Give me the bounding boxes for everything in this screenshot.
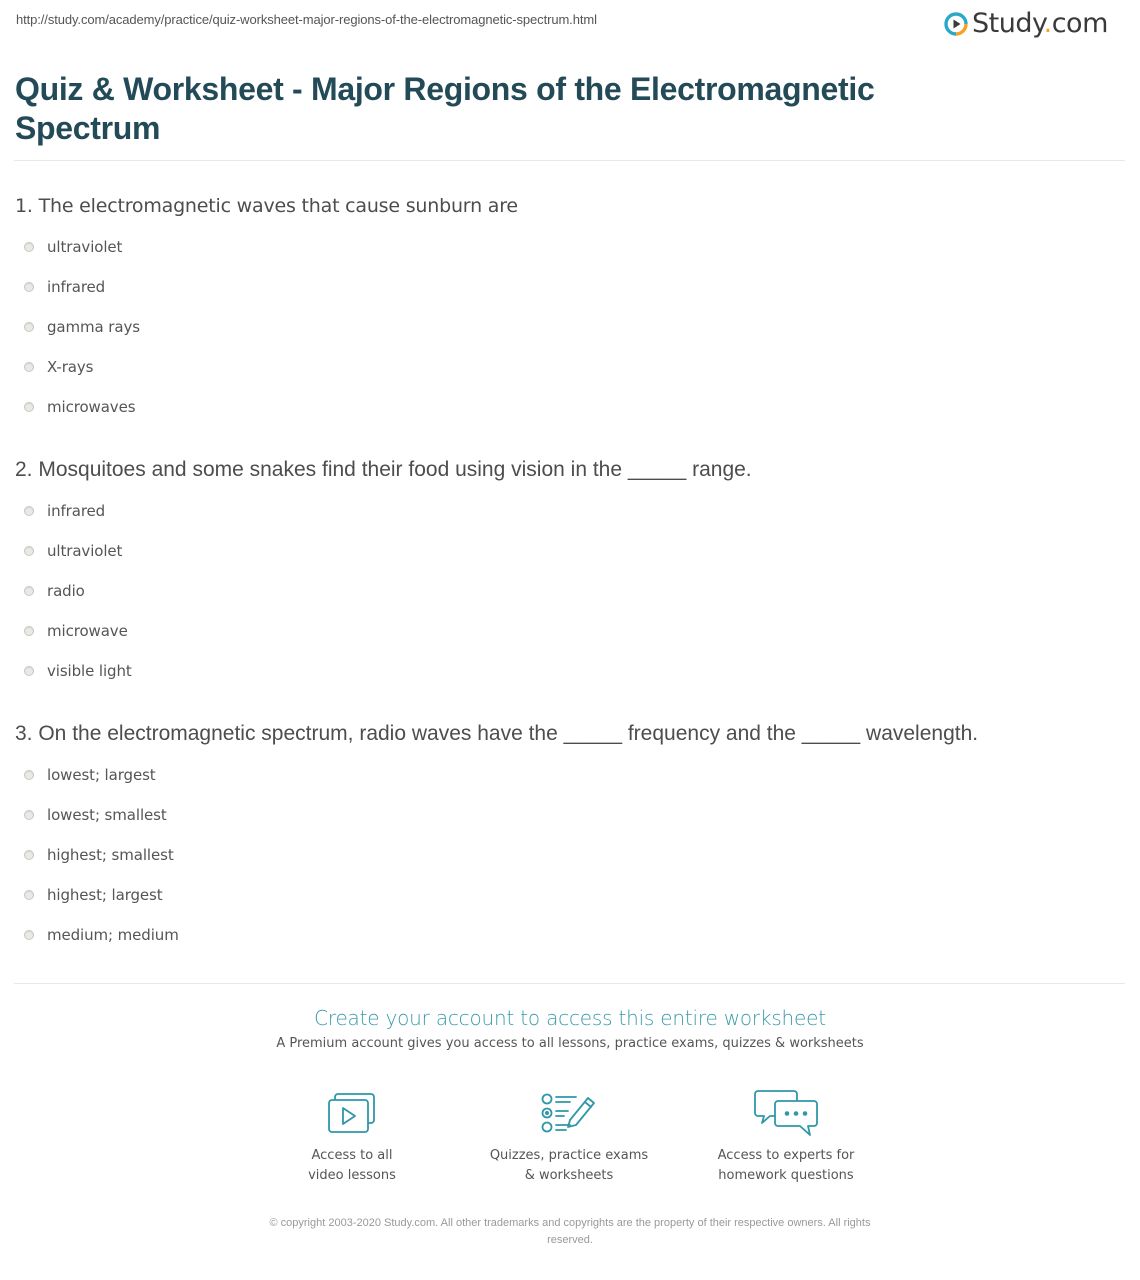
answer-label: lowest; largest	[47, 766, 156, 784]
radio-button[interactable]	[24, 242, 34, 252]
answer-label: highest; smallest	[47, 846, 174, 864]
radio-button[interactable]	[24, 890, 34, 900]
title-divider	[14, 160, 1125, 161]
answer-label: ultraviolet	[47, 238, 123, 256]
question-1: 1. The electromagnetic waves that cause sunburn are	[15, 195, 518, 217]
answer-option[interactable]	[24, 660, 132, 682]
answer-option[interactable]	[24, 764, 156, 786]
feature-label-line1: Access to experts for	[717, 1148, 855, 1163]
feature-experts	[686, 1088, 886, 1186]
logo-suffix: com	[1051, 8, 1108, 39]
answer-option[interactable]	[24, 236, 122, 258]
feature-label-line2: & worksheets	[524, 1168, 614, 1183]
answer-label: microwave	[47, 622, 128, 640]
answer-option[interactable]	[24, 620, 128, 642]
answer-label: visible light	[47, 662, 132, 680]
radio-button[interactable]	[24, 322, 34, 332]
radio-button[interactable]	[24, 770, 34, 780]
answer-option[interactable]	[24, 540, 122, 562]
page-url: http://study.com/academy/practice/quiz-worksheet-major-regions-of-the-electromagnetic-spectrum.html	[16, 12, 597, 27]
answer-label: infrared	[47, 502, 106, 520]
radio-button[interactable]	[24, 850, 34, 860]
radio-button[interactable]	[24, 362, 34, 372]
copyright-line2: reserved.	[547, 1234, 593, 1246]
answer-option[interactable]	[24, 356, 93, 378]
content-divider	[14, 983, 1125, 984]
answer-label: gamma rays	[47, 318, 140, 336]
quiz-checklist-icon	[540, 1092, 598, 1136]
radio-button[interactable]	[24, 626, 34, 636]
answer-option[interactable]	[24, 580, 85, 602]
radio-button[interactable]	[24, 282, 34, 292]
answer-option[interactable]	[24, 844, 174, 866]
copyright-notice	[210, 1215, 930, 1249]
answer-option[interactable]	[24, 884, 163, 906]
radio-button[interactable]	[24, 666, 34, 676]
question-3: 3. On the electromagnetic spectrum, radio waves have the _____ frequency and the _____ wavelength.	[15, 722, 979, 745]
answer-option[interactable]	[24, 500, 105, 522]
study-logo[interactable]	[944, 6, 1108, 42]
answer-label: medium; medium	[47, 926, 179, 944]
create-account-link[interactable]: Create your account to access this entire worksheet	[314, 1006, 826, 1030]
answer-option[interactable]	[24, 276, 105, 298]
radio-button[interactable]	[24, 546, 34, 556]
radio-button[interactable]	[24, 930, 34, 940]
chat-bubbles-icon	[754, 1089, 818, 1139]
cta-subtitle: A Premium account gives you access to all lessons, practice exams, quizzes & worksheets	[276, 1036, 864, 1051]
answer-option[interactable]	[24, 396, 135, 418]
logo-name: Study	[972, 8, 1044, 39]
answer-label: X-rays	[47, 358, 94, 376]
answer-label: radio	[47, 582, 85, 600]
logo-dot: .	[1043, 8, 1052, 39]
play-circle-icon	[944, 12, 968, 36]
answer-label: infrared	[47, 278, 106, 296]
feature-quizzes	[469, 1088, 669, 1186]
radio-button[interactable]	[24, 586, 34, 596]
radio-button[interactable]	[24, 810, 34, 820]
answer-label: ultraviolet	[47, 542, 123, 560]
feature-label-line1: Quizzes, practice exams	[489, 1148, 649, 1163]
answer-label: microwaves	[47, 398, 136, 416]
answer-option[interactable]	[24, 316, 140, 338]
radio-button[interactable]	[24, 506, 34, 516]
question-2: 2. Mosquitoes and some snakes find their food using vision in the _____ range.	[15, 458, 752, 481]
copyright-line1: © copyright 2003-2020 Study.com. All other trademarks and copyrights are the property of their respective owners. All rights	[269, 1217, 871, 1229]
page-title: Quiz & Worksheet - Major Regions of the Electromagnetic Spectrum	[15, 71, 875, 146]
radio-button[interactable]	[24, 402, 34, 412]
video-lessons-icon	[326, 1092, 378, 1136]
answer-label: highest; largest	[47, 886, 163, 904]
feature-label-line2: homework questions	[718, 1168, 854, 1183]
answer-label: lowest; smallest	[47, 806, 167, 824]
logo-text	[972, 6, 1108, 42]
answer-option[interactable]	[24, 924, 179, 946]
feature-video-lessons	[252, 1088, 452, 1186]
feature-label-line1: Access to all	[311, 1148, 393, 1163]
feature-label-line2: video lessons	[308, 1168, 396, 1183]
answer-option[interactable]	[24, 804, 167, 826]
